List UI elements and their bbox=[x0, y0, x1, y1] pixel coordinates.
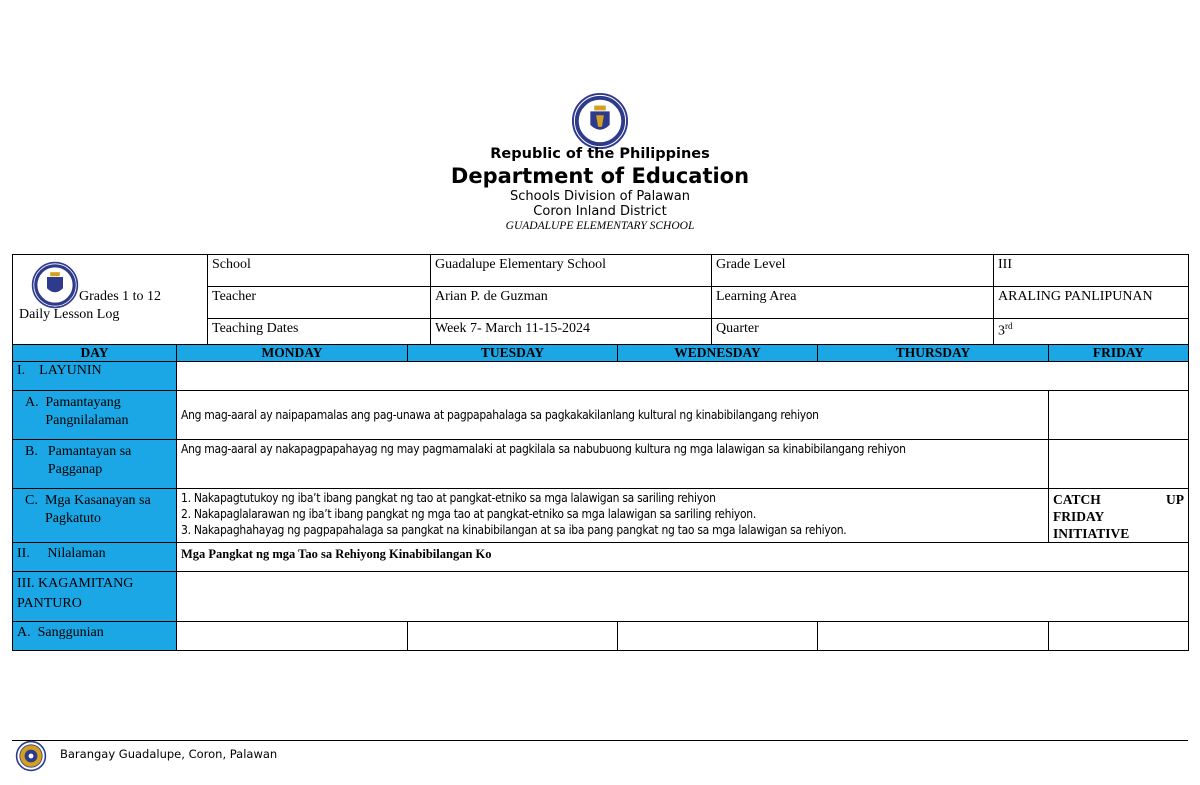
dates-label: Teaching Dates bbox=[208, 319, 431, 351]
teacher-label: Teacher bbox=[208, 287, 431, 319]
pamantayang-letter: A. bbox=[25, 395, 39, 410]
pamantayang-content: Ang mag-aaral ay naipapamalas ang pag-unawa at pagpapahalaga sa pagkakakilanlang kultural ng kinabibilangang rehiyon bbox=[177, 391, 1049, 440]
sanggunian-label: A. Sanggunian bbox=[13, 622, 177, 651]
tuesday-header: TUESDAY bbox=[408, 345, 618, 362]
up-word: UP bbox=[1166, 492, 1184, 507]
pagganap-label bbox=[13, 440, 177, 489]
kasanayan-label bbox=[13, 489, 177, 543]
friday-header: FRIDAY bbox=[1049, 345, 1189, 362]
kasanayan-text-label: Mga Kasanayan sa Pagkatuto bbox=[44, 493, 151, 526]
nilalaman-label: II. Nilalaman bbox=[13, 543, 177, 572]
info-table bbox=[12, 254, 1189, 351]
school-seal-icon bbox=[14, 740, 48, 772]
thursday-header: THURSDAY bbox=[818, 345, 1049, 362]
wednesday-header: WEDNESDAY bbox=[618, 345, 818, 362]
pagganap-content: Ang mag-aaral ay nakapagpapahayag ng may pagmamalaki at pagkilala sa nabubuong kultura ng mga lalawigan sa kinabibilangang rehiyon bbox=[177, 440, 1049, 489]
pagganap-letter: B. bbox=[25, 444, 38, 459]
dates-value: Week 7- March 11-15-2024 bbox=[431, 319, 712, 351]
monday-header: MONDAY bbox=[177, 345, 408, 362]
initiative-word: INITIATIVE bbox=[1053, 526, 1130, 541]
kagamitang-content bbox=[177, 572, 1189, 622]
catch-word: CATCH bbox=[1053, 492, 1101, 507]
dll-title-cell bbox=[13, 255, 208, 351]
sanggunian-monday bbox=[177, 622, 408, 651]
deped-seal-small-icon bbox=[31, 261, 79, 309]
footer-divider bbox=[12, 740, 1188, 741]
pamantayang-label bbox=[13, 391, 177, 440]
school-heading: GUADALUPE ELEMENTARY SCHOOL bbox=[505, 220, 695, 232]
nilalaman-content: Mga Pangkat ng mga Tao sa Rehiyong Kinabibilangan Ko bbox=[177, 543, 1189, 572]
sanggunian-thursday bbox=[818, 622, 1049, 651]
kasanayan-item-1: 1. Nakapagtutukoy ng iba’t ibang pangkat ng tao at pangkat-etniko sa mga lalawigan sa sariling rehiyon bbox=[181, 491, 716, 505]
pagganap-text-label: Pamantayan sa Pagganap bbox=[47, 444, 132, 477]
department-heading: Department of Education bbox=[450, 164, 750, 188]
footer-address: Barangay Guadalupe, Coron, Palawan bbox=[60, 747, 278, 761]
friday-word: FRIDAY bbox=[1053, 509, 1105, 524]
grades-text: Grades 1 to 12 bbox=[79, 289, 162, 304]
sanggunian-wednesday bbox=[618, 622, 818, 651]
kasanayan-content bbox=[177, 489, 1049, 543]
quarter-suffix: rd bbox=[1005, 321, 1013, 331]
grade-level-value: III bbox=[994, 255, 1189, 287]
quarter-label: Quarter bbox=[712, 319, 994, 351]
division-heading: Schools Division of Palawan bbox=[509, 189, 690, 204]
sanggunian-tuesday bbox=[408, 622, 618, 651]
republic-heading: Republic of the Philippines bbox=[490, 146, 710, 162]
deped-seal-icon bbox=[571, 92, 629, 150]
grade-level-label: Grade Level bbox=[712, 255, 994, 287]
kasanayan-letter: C. bbox=[25, 493, 38, 508]
kasanayan-item-3: 3. Nakapaghahayag ng pagpapahalaga sa pangkat na kinabibilangan at sa iba pang pangkat ng tao sa mga lalawigan sa rehiyon. bbox=[181, 523, 847, 537]
pamantayang-friday bbox=[1049, 391, 1189, 440]
district-heading: Coron Inland District bbox=[533, 204, 667, 219]
layunin-content bbox=[177, 362, 1189, 391]
learning-area-label: Learning Area bbox=[712, 287, 994, 319]
teacher-value: Arian P. de Guzman bbox=[431, 287, 712, 319]
catch-up-friday-cell bbox=[1049, 489, 1189, 543]
school-value: Guadalupe Elementary School bbox=[431, 255, 712, 287]
layunin-label: I. LAYUNIN bbox=[13, 362, 177, 391]
learning-area-value: ARALING PANLIPUNAN bbox=[994, 287, 1189, 319]
pamantayang-text-label: Pamantayang Pangnilalaman bbox=[45, 395, 129, 428]
dll-text: Daily Lesson Log bbox=[19, 307, 120, 322]
kasanayan-item-2: 2. Nakapaglalarawan ng iba’t ibang pangkat ng mga tao at pangkat-etniko sa mga lalawigan sa sariling rehiyon. bbox=[181, 507, 756, 521]
sanggunian-friday bbox=[1049, 622, 1189, 651]
day-header: DAY bbox=[13, 345, 177, 362]
quarter-number: 3 bbox=[998, 323, 1005, 339]
pagganap-friday bbox=[1049, 440, 1189, 489]
dll-table bbox=[12, 344, 1189, 651]
kagamitang-label: III. KAGAMITANG PANTURO bbox=[13, 572, 177, 622]
school-label: School bbox=[208, 255, 431, 287]
